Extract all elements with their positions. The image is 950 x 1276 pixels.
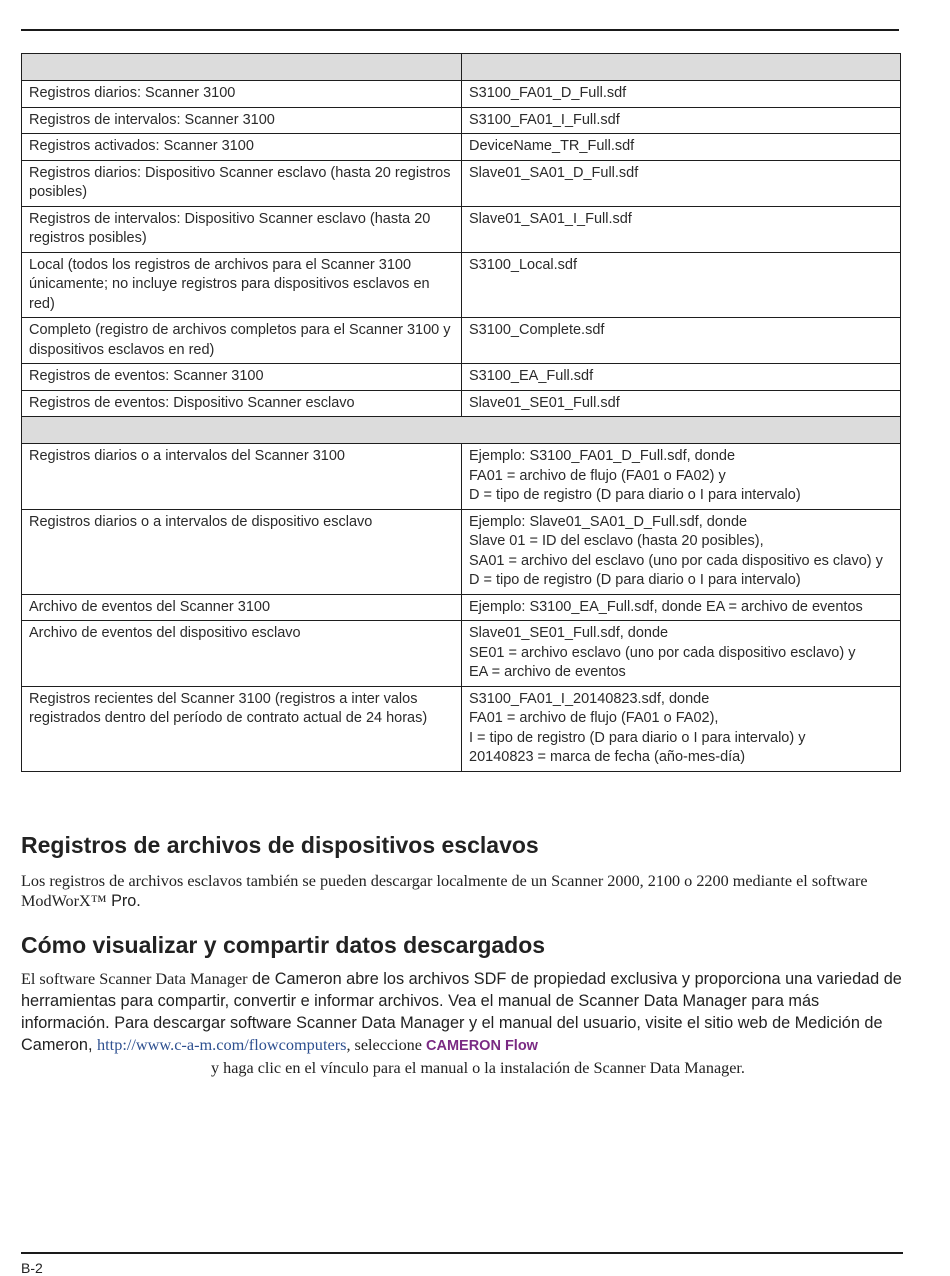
row-description: Registros de intervalos: Dispositivo Scanner esclavo (hasta 20 registros posibles) [22, 206, 462, 252]
row-description: Registros de eventos: Scanner 3100 [22, 364, 462, 391]
slave-logs-paragraph [21, 871, 906, 911]
table-row [22, 206, 901, 252]
row-filename: S3100_Complete.sdf [462, 318, 901, 364]
table-row [22, 686, 901, 771]
table-row [22, 160, 901, 206]
table-header-row [22, 54, 901, 81]
example-line: SA01 = archivo del esclavo (uno por cada dispositivo es clavo) y [469, 552, 883, 569]
row-filename: S3100_Local.sdf [462, 252, 901, 318]
row-filename: Slave01_SE01_Full.sdf [462, 390, 901, 417]
section-heading-slave-logs: Registros de archivos de dispositivos esclavos [21, 832, 539, 858]
table-row [22, 509, 901, 594]
row-filename: S3100_FA01_I_Full.sdf [462, 107, 901, 134]
slave-logs-text-tail: Pro. [106, 892, 141, 910]
example-line: S3100_FA01_I_20140823.sdf, donde [469, 690, 710, 707]
row-description: Registros activados: Scanner 3100 [22, 134, 462, 161]
table-row [22, 252, 901, 318]
view-share-body: de Cameron abre los archivos SDF de propiedad exclusiva y proporciona una variedad de herramientas para compartir, convertir e informar archivos. Vea el manual de Scanner Data Manager para más información. Para descargar software Scanner Data Manager y el manual del usuario, visite el sitio web de Medición de Cameron, [21, 970, 902, 1055]
example-line: EA = archivo de eventos [469, 664, 626, 680]
table-row [22, 621, 901, 687]
table-row [22, 134, 901, 161]
row-description: Completo (registro de archivos completos para el Scanner 3100 y dispositivos esclavos en red) [22, 318, 462, 364]
row-description: Local (todos los registros de archivos para el Scanner 3100 únicamente; no incluye registros para dispositivos esclavos en red) [22, 252, 462, 318]
row-description: Archivo de eventos del dispositivo esclavo [22, 621, 462, 687]
page-number: B-2 [21, 1260, 43, 1276]
file-naming-table [21, 53, 901, 772]
row-example [462, 686, 901, 771]
section-header-cell [22, 417, 901, 444]
example-line: D = tipo de registro (D para diario o I para intervalo) [469, 572, 801, 588]
row-example [462, 509, 901, 594]
example-line: Slave 01 = ID del esclavo (hasta 20 posibles), [469, 533, 764, 549]
row-filename: Slave01_SA01_D_Full.sdf [462, 160, 901, 206]
flowcomputers-link[interactable]: http://www.c-a-m.com/flowcomputers [97, 1035, 347, 1055]
table-row [22, 107, 901, 134]
row-description: Registros de intervalos: Scanner 3100 [22, 107, 462, 134]
top-rule [21, 29, 899, 31]
header-cell-filename [462, 54, 901, 81]
row-description: Registros diarios o a intervalos del Scanner 3100 [22, 444, 462, 510]
example-line: Ejemplo: Slave01_SA01_D_Full.sdf, donde [469, 513, 748, 530]
row-description: Registros diarios: Scanner 3100 [22, 81, 462, 108]
table-row [22, 390, 901, 417]
table-row [22, 318, 901, 364]
cameron-flow-brand: CAMERON Flow [426, 1038, 538, 1055]
row-example [462, 594, 901, 621]
table-row [22, 594, 901, 621]
table-row [22, 364, 901, 391]
header-cell-description [22, 54, 462, 81]
table-row [22, 444, 901, 510]
example-line: FA01 = archivo de flujo (FA01 o FA02), [469, 710, 719, 726]
example-line: 20140823 = marca de fecha (año-mes-día) [469, 749, 746, 765]
row-filename: Slave01_SA01_I_Full.sdf [462, 206, 901, 252]
row-filename: S3100_FA01_D_Full.sdf [462, 81, 901, 108]
view-share-paragraph [21, 969, 906, 1080]
example-line: Ejemplo: S3100_EA_Full.sdf, donde EA = archivo de eventos [469, 598, 863, 615]
view-share-intro: El software Scanner Data Manager [21, 970, 248, 988]
row-description: Registros recientes del Scanner 3100 (registros a inter valos registrados dentro del período de contrato actual de 24 horas) [22, 686, 462, 771]
section-heading-view-share: Cómo visualizar y compartir datos descargados [21, 932, 546, 958]
example-line: D = tipo de registro (D para diario o I para intervalo) [469, 487, 801, 503]
slave-logs-text: Los registros de archivos esclavos también se pueden descargar localmente de un Scanner 2000, 2100 o 2200 mediante el software ModWorX™ [21, 872, 868, 910]
row-description: Registros diarios: Dispositivo Scanner esclavo (hasta 20 registros posibles) [22, 160, 462, 206]
example-line: I = tipo de registro (D para diario o I para intervalo) y [469, 729, 806, 746]
row-example [462, 444, 901, 510]
row-description: Registros de eventos: Dispositivo Scanner esclavo [22, 390, 462, 417]
table-section-header-row [22, 417, 901, 444]
table-row [22, 81, 901, 108]
example-line: SE01 = archivo esclavo (uno por cada dispositivo esclavo) y [469, 644, 856, 661]
row-example [462, 621, 901, 687]
view-share-after-link: , seleccione [346, 1036, 426, 1055]
row-description: Registros diarios o a intervalos de dispositivo esclavo [22, 509, 462, 594]
example-line: Slave01_SE01_Full.sdf, donde [469, 625, 669, 641]
example-line: Ejemplo: S3100_FA01_D_Full.sdf, donde [469, 448, 736, 464]
bottom-rule [21, 1252, 903, 1254]
row-description: Archivo de eventos del Scanner 3100 [22, 594, 462, 621]
row-filename: S3100_EA_Full.sdf [462, 364, 901, 391]
view-share-last-line: y haga clic en el vínculo para el manual o la instalación de Scanner Data Manager. [211, 1059, 745, 1078]
example-line: FA01 = archivo de flujo (FA01 o FA02) y [469, 467, 726, 484]
row-filename: DeviceName_TR_Full.sdf [462, 134, 901, 161]
